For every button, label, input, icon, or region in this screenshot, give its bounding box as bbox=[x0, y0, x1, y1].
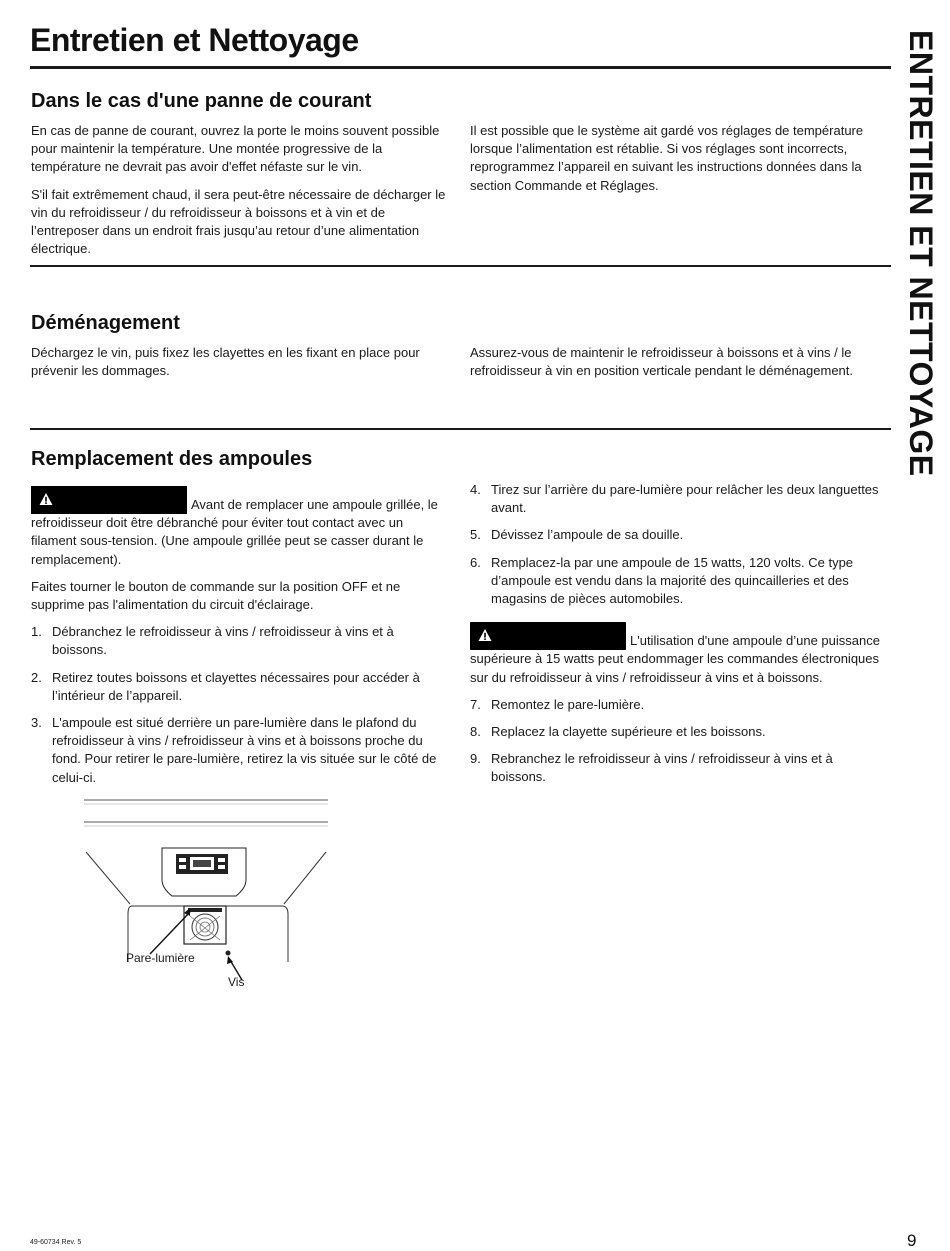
moving-left-column bbox=[31, 344, 451, 389]
document-code: 49-60734 Rev. 5 bbox=[30, 1239, 82, 1246]
moving-paragraph: Déchargez le vin, puis fixez les clayettes en les fixant en place pour prévenir les dommages. bbox=[31, 345, 420, 379]
warning-text: L'utilisation d'une ampoule d’une puissance supérieure à 15 watts peut endommager les commandes électroniques sur du refroidisseur à vins / refroidisseur à vins et à boissons. bbox=[470, 633, 880, 685]
light-cover-diagram bbox=[80, 796, 340, 996]
list-item: 4. Tirez sur l’arrière du pare-lumière pour relâcher les deux languettes avant. bbox=[470, 482, 879, 516]
list-item: 2. Retirez toutes boissons et clayettes nécessaires pour accéder à l’intérieur de l’appareil. bbox=[31, 669, 420, 703]
moving-paragraph: Assurez-vous de maintenir le refroidisseur à boissons et à vins / le refroidisseur à vin en position verticale pendant le déménagement. bbox=[470, 345, 854, 379]
warning-badge bbox=[31, 486, 187, 514]
warning-icon bbox=[39, 492, 53, 506]
power-outage-heading: Dans le cas d'une panne de courant bbox=[31, 90, 372, 112]
warning-text: Avant de remplacer une ampoule grillée, le refroidisseur doit être débranché pour éviter tout contact avec un filament sous-tension. (Une ampoule grillée peut se casser durant le remplacement). bbox=[31, 497, 438, 567]
warning-paragraph bbox=[470, 632, 890, 687]
section-divider bbox=[30, 428, 891, 430]
list-item: 8. Replacez la clayette supérieure et les boissons. bbox=[470, 724, 766, 740]
bulbs-right-column bbox=[470, 481, 890, 796]
list-item: 6. Remplacez-la par une ampoule de 15 watts, 120 volts. Ce type d’ampoule est vendu dans la majorité des quincailleries et des magasins de pièces automobiles. bbox=[470, 554, 854, 607]
list-item: 7. Remontez le pare-lumière. bbox=[470, 696, 645, 712]
warning-paragraph bbox=[31, 496, 451, 569]
title-rule bbox=[30, 66, 891, 69]
control-note: Faites tourner le bouton de commande sur la position OFF et ne supprime pas l'alimentation du circuit d'éclairage. bbox=[31, 578, 401, 613]
moving-right-column bbox=[470, 344, 890, 389]
bulbs-left-column bbox=[31, 496, 451, 796]
moving-heading: Déménagement bbox=[31, 312, 180, 334]
list-item: 9. Rebranchez le refroidisseur à vins / refroidisseur à vins et à boissons. bbox=[470, 751, 833, 785]
power-outage-paragraph: Il est possible que le système ait gardé vos réglages de température lorsque l’alimentation est rétablie. Si vos réglages sont incorrects, reprogrammez l’appareil en suivant les instructions données dans la section Commande et Réglages. bbox=[470, 123, 864, 193]
power-outage-paragraph: En cas de panne de courant, ouvrez la porte le moins souvent possible pour maintenir la température. Une montée progressive de la température ne devrait pas avoir d'effet néfaste sur le vin. bbox=[31, 123, 440, 175]
list-item: 3. L'ampoule est situé derrière un pare-lumière dans le plafond du refroidisseur à vins / refroidisseur à vins et à boissons proche du fond. Pour retirer le pare-lumière, retirez la vis située sur le côté de celui-ci. bbox=[31, 715, 437, 785]
steps-list-left bbox=[31, 623, 451, 787]
side-tab-label: ENTRETIEN ET NETTOYAGE bbox=[903, 30, 939, 477]
page-number: 9 bbox=[907, 1231, 917, 1250]
pare-lumiere-label: Pare-lumière bbox=[126, 951, 195, 965]
power-outage-right-column bbox=[470, 122, 890, 204]
list-item: 1. Débranchez le refroidisseur à vins / refroidisseur à vins et à boissons. bbox=[31, 624, 394, 658]
screw-label: Vis bbox=[228, 975, 245, 989]
steps-list-right bbox=[470, 696, 890, 787]
bulbs-heading: Remplacement des ampoules bbox=[31, 448, 313, 470]
warning-icon bbox=[478, 628, 492, 642]
steps-list-right bbox=[470, 481, 890, 608]
page-title: Entretien et Nettoyage bbox=[30, 22, 359, 58]
list-item: 5. Dévissez l’ampoule de sa douille. bbox=[470, 527, 684, 543]
section-divider bbox=[30, 265, 891, 267]
power-outage-paragraph: S'il fait extrêmement chaud, il sera peut-être nécessaire de décharger le vin du refroidisseur / du refroidisseur à boissons et à vin et de l’entreposer dans un endroit frais jusqu’au retour d’une alimentation électrique. bbox=[31, 186, 446, 257]
power-outage-left-column bbox=[31, 122, 451, 267]
warning-badge bbox=[470, 622, 626, 650]
